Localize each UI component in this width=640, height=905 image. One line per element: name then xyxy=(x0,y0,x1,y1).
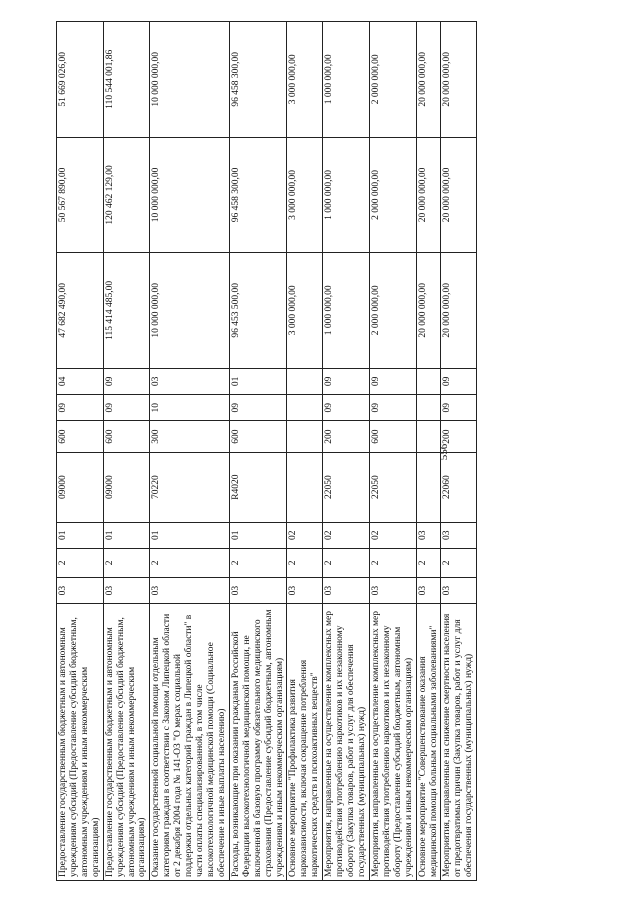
measure-code: 01 xyxy=(57,522,104,548)
expense-type-code: 600 xyxy=(369,421,416,452)
table-row xyxy=(441,22,477,881)
direction-code: 22050 xyxy=(323,452,370,522)
row-description: Расходы, возникающие при оказании гражданам Российской Федерации высокотехнологичной медицинской помощи, не включенной в базовую программу обязательного медицинского страхования (Предоставление субсидий бюджетным, автономным учреждениям и иным некоммерческим организациям) xyxy=(229,604,287,881)
subprogram-code: 2 xyxy=(323,548,370,577)
measure-code: 03 xyxy=(441,522,477,548)
table-row xyxy=(416,22,441,881)
program-code: 03 xyxy=(287,577,323,603)
amount-year-3: 20 000 000,00 xyxy=(441,22,477,138)
subsection-code: 09 xyxy=(103,368,150,394)
amount-year-3: 20 000 000,00 xyxy=(416,22,441,138)
subprogram-code: 2 xyxy=(150,548,229,577)
amount-year-1: 20 000 000,00 xyxy=(441,253,477,368)
expense-type-code: 600 xyxy=(57,421,104,452)
direction-code: 09000 xyxy=(103,452,150,522)
measure-code: 01 xyxy=(103,522,150,548)
amount-year-2: 120 462 129,00 xyxy=(103,137,150,252)
measure-code: 01 xyxy=(229,522,287,548)
subsection-code: 09 xyxy=(323,368,370,394)
amount-year-1: 3 000 000,00 xyxy=(287,253,323,368)
amount-year-2: 2 000 000,00 xyxy=(369,137,416,252)
amount-year-3: 2 000 000,00 xyxy=(369,22,416,138)
row-description: Мероприятия, направленные на осуществление комплексных мер противодействия употреблению наркотиков и их незаконному обороту (Предоставление субсидий бюджетным, автономным учреждениям и иным некоммерческим организациям) xyxy=(369,604,416,881)
program-code: 03 xyxy=(416,577,441,603)
amount-year-1: 2 000 000,00 xyxy=(369,253,416,368)
direction-code xyxy=(416,452,441,522)
subprogram-code: 2 xyxy=(287,548,323,577)
direction-code: 22050 xyxy=(369,452,416,522)
section-code: 09 xyxy=(441,395,477,421)
amount-year-1: 10 000 000,00 xyxy=(150,253,229,368)
subsection-code: 01 xyxy=(229,368,287,394)
subsection-code: 09 xyxy=(369,368,416,394)
budget-table xyxy=(56,21,477,881)
amount-year-3: 10 000 000,00 xyxy=(150,22,229,138)
measure-code: 01 xyxy=(150,522,229,548)
table-body xyxy=(57,22,477,881)
table-row xyxy=(103,22,150,881)
section-code: 10 xyxy=(150,395,229,421)
row-description: Основное мероприятие "Совершенствование оказания медицинской помощи больным социальными заболеваниями" xyxy=(416,604,441,881)
subsection-code: 03 xyxy=(150,368,229,394)
measure-code: 02 xyxy=(369,522,416,548)
amount-year-2: 1 000 000,00 xyxy=(323,137,370,252)
budget-table-rotated xyxy=(56,21,586,881)
subprogram-code: 2 xyxy=(57,548,104,577)
program-code: 03 xyxy=(57,577,104,603)
amount-year-2: 3 000 000,00 xyxy=(287,137,323,252)
program-code: 03 xyxy=(103,577,150,603)
amount-year-1: 1 000 000,00 xyxy=(323,253,370,368)
section-code: 09 xyxy=(369,395,416,421)
program-code: 03 xyxy=(323,577,370,603)
row-description: Мероприятия, направленные на снижение смертности населения от предотвратимых причин (Закупка товаров, работ и услуг для обеспечения государственных (муниципальных) нужд) xyxy=(441,604,477,881)
expense-type-code xyxy=(416,421,441,452)
amount-year-3: 51 669 026,00 xyxy=(57,22,104,138)
subprogram-code: 2 xyxy=(416,548,441,577)
subsection-code xyxy=(287,368,323,394)
amount-year-2: 10 000 000,00 xyxy=(150,137,229,252)
table-row xyxy=(369,22,416,881)
section-code: 09 xyxy=(323,395,370,421)
amount-year-1: 20 000 000,00 xyxy=(416,253,441,368)
section-code xyxy=(416,395,441,421)
measure-code: 03 xyxy=(416,522,441,548)
section-code: 09 xyxy=(229,395,287,421)
row-description: Мероприятия, направленные на осуществление комплексных мер противодействия употреблению наркотиков и их незаконному обороту (Закупка товаров, работ и услуг для обеспечения государственных (муниципальных) нужд) xyxy=(323,604,370,881)
program-code: 03 xyxy=(150,577,229,603)
expense-type-code: 600 xyxy=(229,421,287,452)
section-code: 09 xyxy=(57,395,104,421)
amount-year-3: 110 544 001,86 xyxy=(103,22,150,138)
program-code: 03 xyxy=(441,577,477,603)
program-code: 03 xyxy=(369,577,416,603)
expense-type-code: 300 xyxy=(150,421,229,452)
expense-type-code: 600 xyxy=(103,421,150,452)
expense-type-code xyxy=(287,421,323,452)
measure-code: 02 xyxy=(323,522,370,548)
row-description: Оказание государственной социальной помощи отдельным категориям граждан в соответствии с Законом Липецкой области от 2 декабря 2004 года № 141-ОЗ "О мерах социальной поддержки отдельных категорий граждан в Липецкой области" в части оплаты специализированной, в том числе высокотехнологичной медицинской помощи (Социальное обеспечение и иные выплаты населению) xyxy=(150,604,229,881)
page-number: 556 xyxy=(438,443,450,461)
amount-year-2: 50 567 890,00 xyxy=(57,137,104,252)
direction-code: 09000 xyxy=(57,452,104,522)
amount-year-1: 47 682 490,00 xyxy=(57,253,104,368)
direction-code: 70220 xyxy=(150,452,229,522)
section-code xyxy=(287,395,323,421)
subsection-code: 04 xyxy=(57,368,104,394)
table-row xyxy=(57,22,104,881)
expense-type-code: 200 xyxy=(323,421,370,452)
subprogram-code: 2 xyxy=(441,548,477,577)
amount-year-3: 96 458 300,00 xyxy=(229,22,287,138)
amount-year-3: 3 000 000,00 xyxy=(287,22,323,138)
subprogram-code: 2 xyxy=(229,548,287,577)
measure-code: 02 xyxy=(287,522,323,548)
table-row xyxy=(150,22,229,881)
amount-year-2: 96 458 300,00 xyxy=(229,137,287,252)
amount-year-3: 1 000 000,00 xyxy=(323,22,370,138)
amount-year-1: 96 453 500,00 xyxy=(229,253,287,368)
amount-year-2: 20 000 000,00 xyxy=(416,137,441,252)
table-row xyxy=(323,22,370,881)
row-description: Предоставление государственным бюджетным и автономным учреждениям субсидий (Предоставление субсидий бюджетным, автономным учреждениям и иным некоммерческим организациям) xyxy=(103,604,150,881)
direction-code: R4020 xyxy=(229,452,287,522)
row-description: Предоставление государственным бюджетным и автономным учреждениям субсидий (Предоставление субсидий бюджетным, автономным учреждениям и иным некоммерческим организациям) xyxy=(57,604,104,881)
section-code: 09 xyxy=(103,395,150,421)
amount-year-2: 20 000 000,00 xyxy=(441,137,477,252)
subprogram-code: 2 xyxy=(103,548,150,577)
row-description: Основное мероприятие "Профилактика развития наркозависимости, включая сокращение потребления наркотических средств и психоактивных веществ" xyxy=(287,604,323,881)
amount-year-1: 115 414 485,00 xyxy=(103,253,150,368)
direction-code xyxy=(287,452,323,522)
table-row xyxy=(287,22,323,881)
subprogram-code: 2 xyxy=(369,548,416,577)
direction-code: 22060 xyxy=(441,452,477,522)
expense-type-code: 200 xyxy=(441,421,477,452)
program-code: 03 xyxy=(229,577,287,603)
subsection-code: 09 xyxy=(441,368,477,394)
subsection-code xyxy=(416,368,441,394)
table-row xyxy=(229,22,287,881)
